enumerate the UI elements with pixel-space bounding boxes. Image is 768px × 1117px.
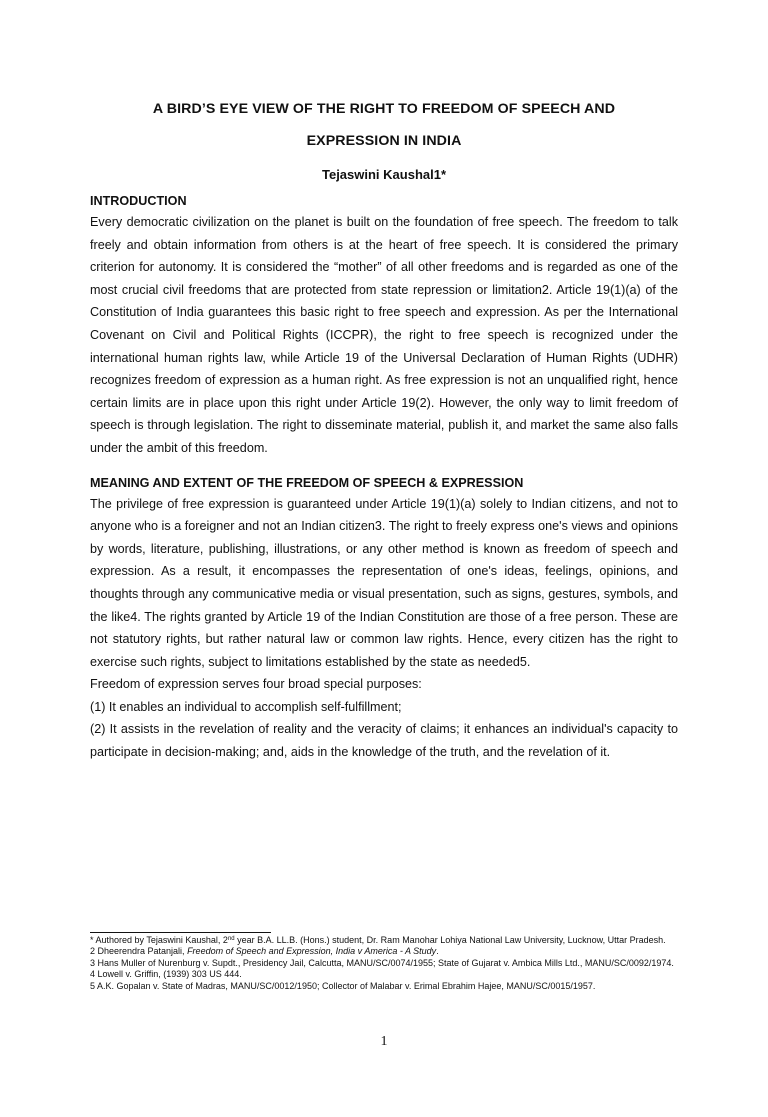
- document-title: [90, 93, 678, 157]
- paragraph: The privilege of free expression is guaranteed under Article 19(1)(a) solely to Indian citizens, and not to anyone who is a foreigner and not an Indian citizen3. The right to freely express one's views and opinions by words, literature, publishing, illustrations, or any other method is known as freedom of speech and expression. As a result, it encompasses the representation of one's ideas, feelings, opinions, and thoughts through any communicative media or visual presentation, such as signs, gestures, symbols, and the like4. The rights granted by Article 19 of the Indian Constitution are those of a free person. These are not statutory rights, but rather natural law or common law rights. Hence, every citizen has the right to exercise such rights, subject to limitations established by the state as needed5.: [90, 496, 678, 669]
- title-line-2: EXPRESSION IN INDIA: [306, 133, 462, 149]
- page-number: 1: [380, 1034, 388, 1049]
- paragraph: Freedom of expression serves four broad special purposes:: [90, 677, 422, 692]
- footnote-2: 2 Dheerendra Patanjali, Freedom of Speech and Expression, India v America - A Study.: [90, 946, 439, 957]
- paragraph: Every democratic civilization on the planet is built on the foundation of free speech. The freedom to talk freely and obtain information from others is at the heart of free speech. It is considered the primary criterion for autonomy. It is considered the “mother” of all other freedoms and is regarded as one of the most crucial civil freedoms that are protected from state repression or limitation2. Article 19(1)(a) of the Constitution of India guarantees this basic right to free speech and expression. As per the International Covenant on Civil and Political Rights (ICCPR), the right to free speech is recognized under the international human rights law, while Article 19 of the Universal Declaration of Human Rights (UDHR) recognizes freedom of expression as a human right. As free expression is not an unqualified right, hence certain limits are in place upon this right under Article 19(2). However, the only way to limit freedom of speech is through legislation. The right to disseminate material, publish it, and market the same also falls under the ambit of this freedom.: [90, 215, 678, 455]
- list-item: (2) It assists in the revelation of reality and the veracity of claims; it enhances an individual's capacity to participate in decision-making; and, aids in the knowledge of the truth, and the revelation of it.: [90, 722, 678, 760]
- footnotes: [90, 935, 680, 992]
- footnote-3: 3 Hans Muller of Nurenburg v. Supdt., Presidency Jail, Calcutta, MANU/SC/0074/1955; State of Gujarat v. Ambica Mills Ltd., MANU/SC/0092/1974.: [90, 957, 674, 968]
- section-heading-introduction: INTRODUCTION: [90, 194, 187, 208]
- footnote-1: * Authored by Tejaswini Kaushal, 2nd year B.A. LL.B. (Hons.) student, Dr. Ram Manohar Lohiya National Law University, Lucknow, Uttar Pradesh.: [90, 935, 666, 945]
- footnote-divider: [90, 932, 271, 933]
- footnote-4: 4 Lowell v. Griffin, (1939) 303 US 444.: [90, 969, 242, 980]
- author-name: Tejaswini Kaushal1*: [321, 167, 447, 182]
- title-line-1: A BIRD’S EYE VIEW OF THE RIGHT TO FREEDOM OF SPEECH AND: [152, 101, 616, 117]
- document-page: [0, 93, 768, 1117]
- footnote-5: 5 A.K. Gopalan v. State of Madras, MANU/SC/0012/1950; Collector of Malabar v. Erimal Ebrahim Hajee, MANU/SC/0015/1957.: [90, 980, 596, 991]
- list-item: (1) It enables an individual to accomplish self-fulfillment;: [90, 699, 402, 714]
- section-heading-meaning: MEANING AND EXTENT OF THE FREEDOM OF SPEECH & EXPRESSION: [90, 475, 524, 490]
